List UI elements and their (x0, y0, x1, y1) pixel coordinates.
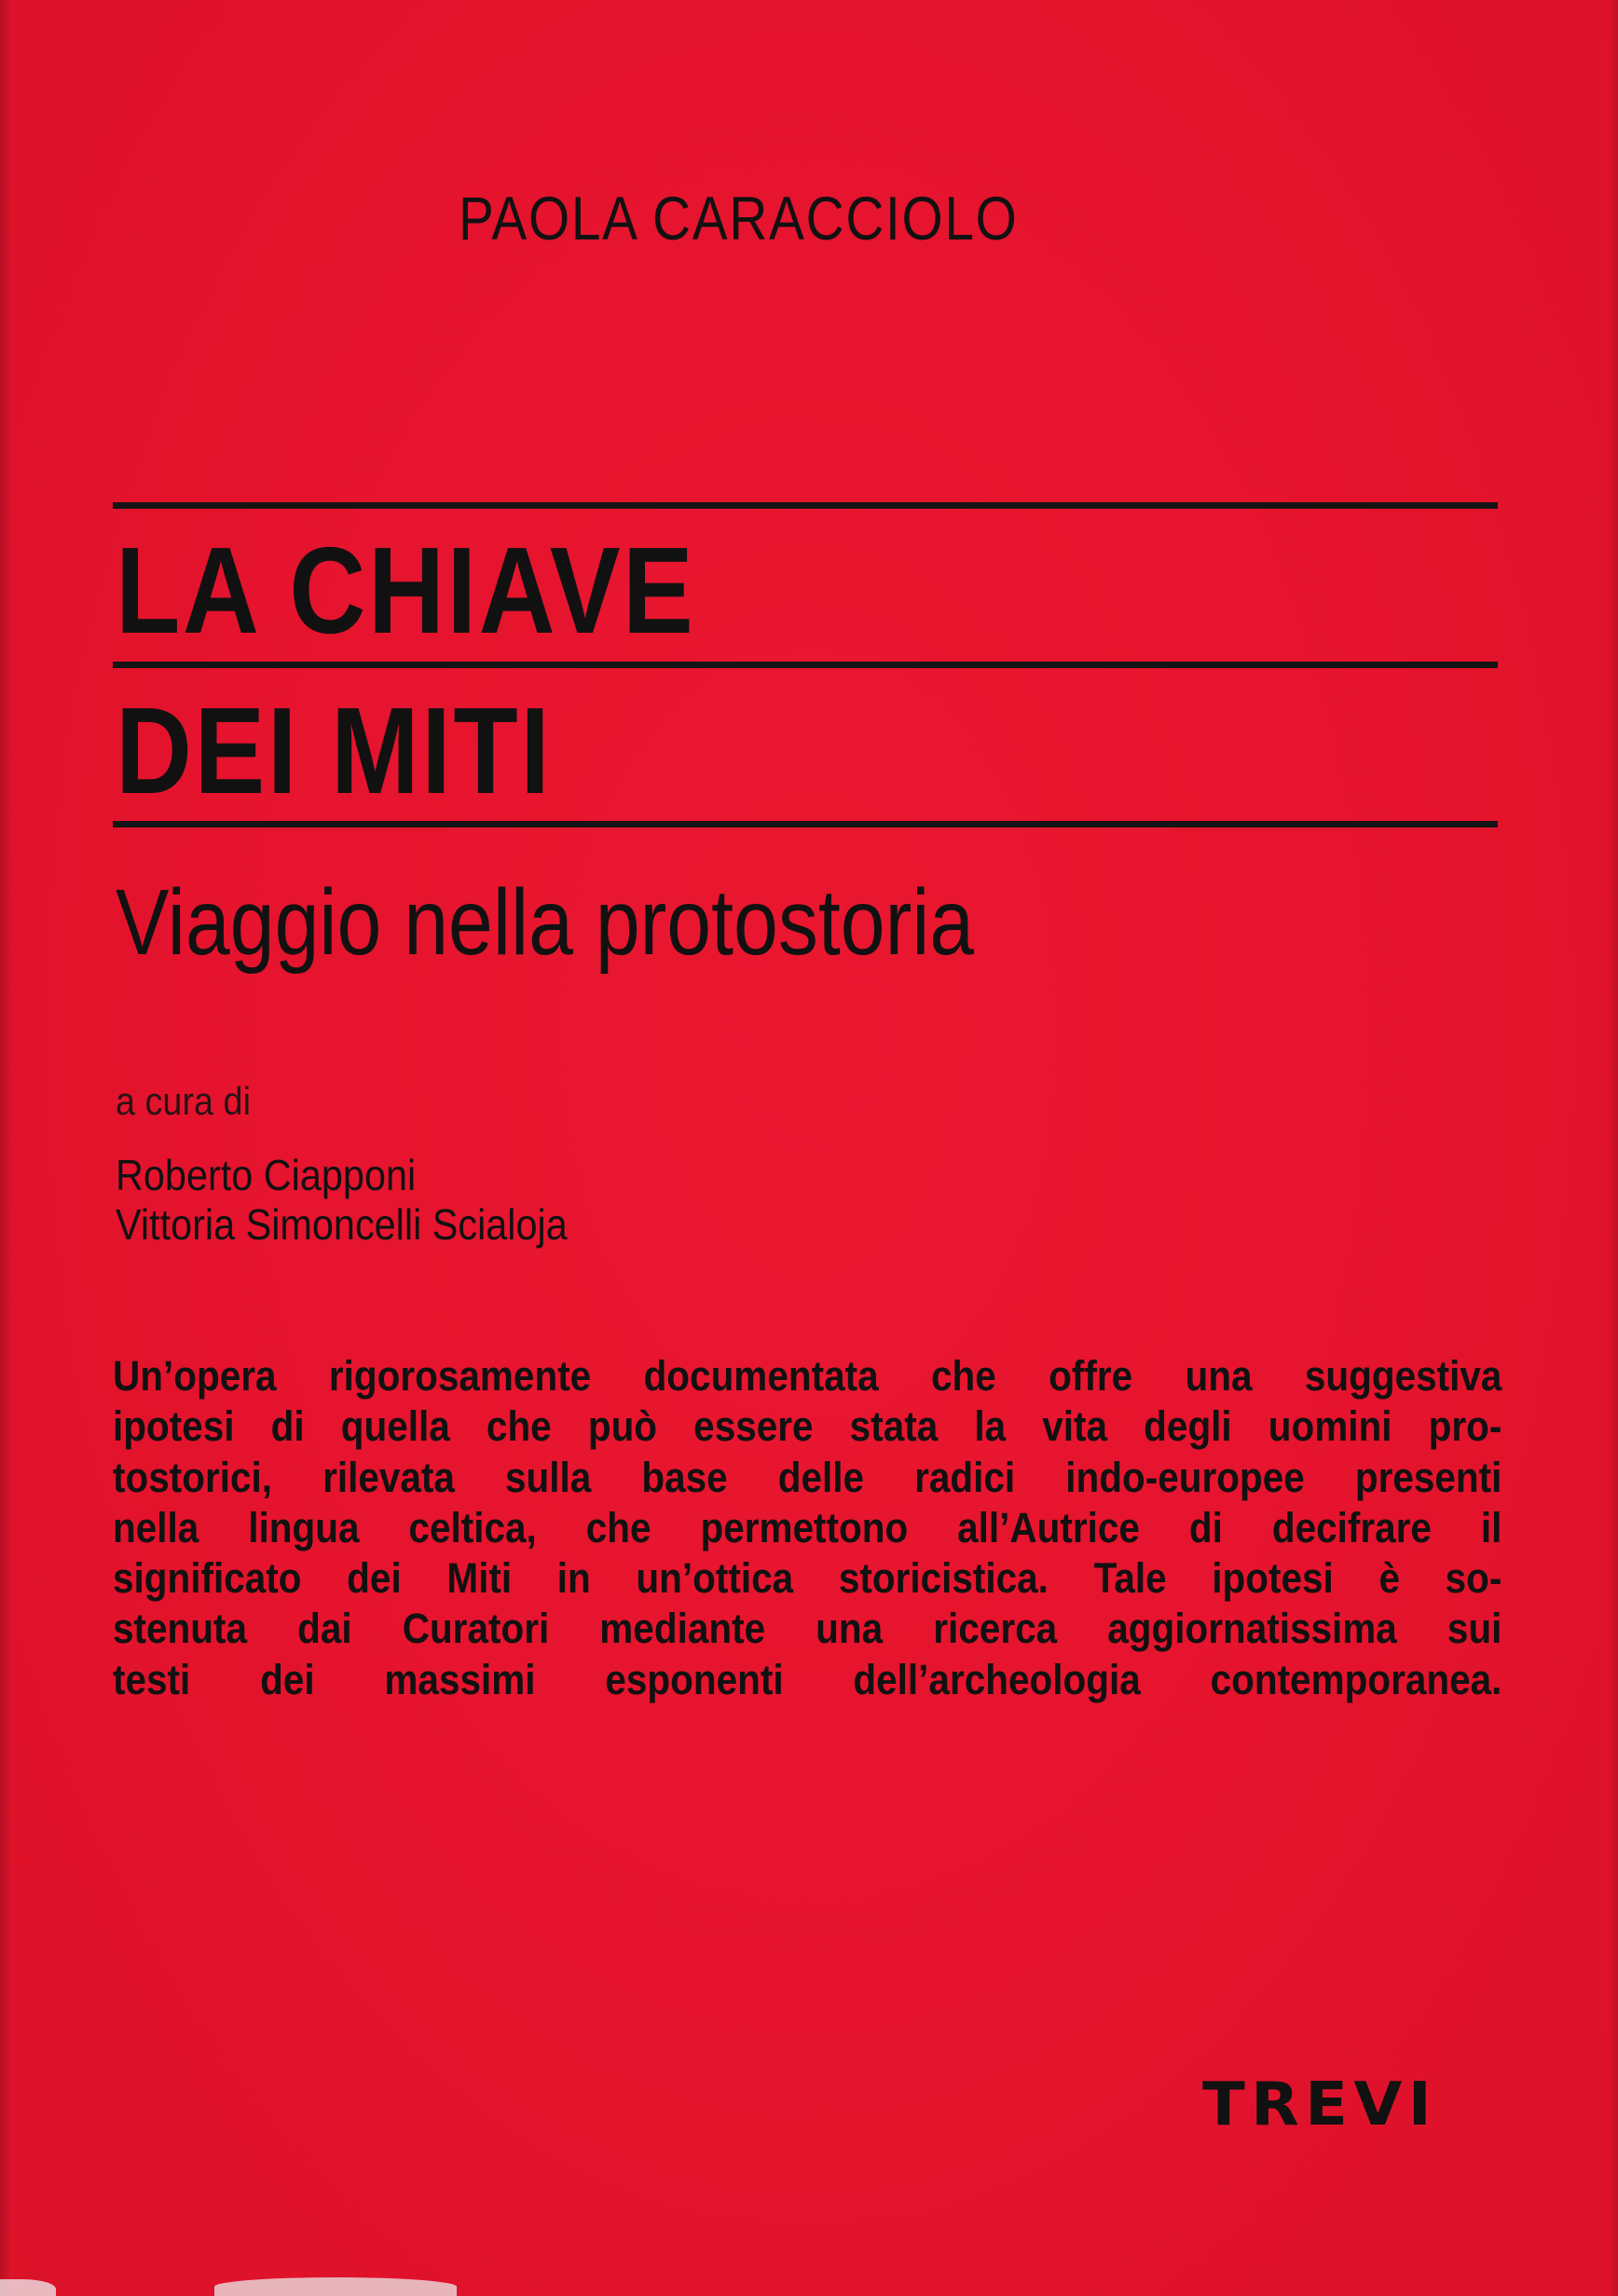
cover-left-edge (0, 0, 13, 2296)
subtitle: Viaggio nella protostoria (116, 870, 975, 975)
blurb-line: stenuta dai Curatori mediante una ricerca aggiornatissima sui (113, 1605, 1502, 1653)
blurb-line: nella lingua celtica, che permettono all’Autrice di decifrare il (113, 1503, 1502, 1551)
blurb-line: tostorici, rilevata sulla base delle radici indo-europee presenti (113, 1453, 1502, 1501)
title-line-1: LA CHIAVE (116, 522, 696, 659)
blurb-line: ipotesi di quella che può essere stata la vita degli uomini pro- (113, 1402, 1502, 1451)
cover-wear-mark (0, 2279, 56, 2296)
editor-name: Vittoria Simoncelli Scialoja (116, 1200, 568, 1249)
editor-name: Roberto Ciapponi (116, 1151, 417, 1199)
cover-wear-mark (214, 2277, 457, 2296)
title-rule-bottom (113, 821, 1498, 827)
blurb-line: Un’opera rigorosamente documentata che offre una suggestiva (113, 1352, 1502, 1400)
title-rule-top (113, 502, 1498, 509)
blurb-line: significato dei Miti in un’ottica storicistica. Tale ipotesi è so- (113, 1554, 1502, 1603)
publisher-logo: TREVI (1202, 2070, 1437, 2139)
cover-right-edge (1607, 0, 1618, 2296)
blurb-line: testi dei massimi esponenti dell’archeologia contemporanea. (113, 1655, 1502, 1703)
blurb-paragraph (113, 1351, 1501, 1705)
curated-by-label: a cura di (116, 1079, 251, 1123)
title-rule-middle (113, 662, 1498, 668)
author-name: PAOLA CARACCIOLO (459, 184, 1019, 253)
title-line-2: DEI MITI (116, 682, 553, 819)
